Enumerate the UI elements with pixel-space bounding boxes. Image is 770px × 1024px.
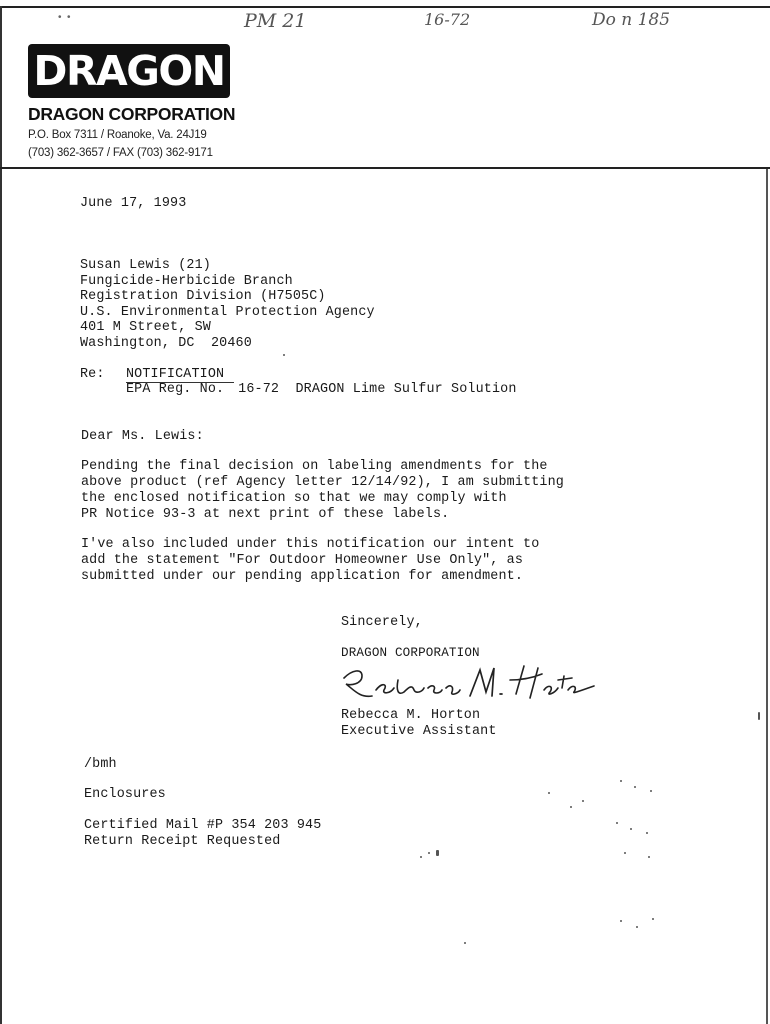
- scan-speck: [428, 852, 430, 854]
- scan-speck: [624, 852, 626, 854]
- logo-text: DRAGON: [33, 47, 225, 95]
- recipient-line: Fungicide-Herbicide Branch: [80, 274, 293, 289]
- paragraph-1-line: the enclosed notification so that we may comply with: [81, 491, 507, 506]
- company-address: P.O. Box 7311 / Roanoke, Va. 24J19: [28, 129, 207, 141]
- enclosures-note: Enclosures: [84, 787, 166, 802]
- scan-speck: [648, 856, 650, 858]
- scan-speck: [758, 712, 760, 720]
- mail-line: Return Receipt Requested: [84, 834, 281, 849]
- scan-speck: [620, 920, 622, 922]
- paragraph-1-line: above product (ref Agency letter 12/14/92), I am submitting: [81, 475, 564, 490]
- signer-name: Rebecca M. Horton: [341, 708, 481, 723]
- handwritten-note-3: Do n 185: [592, 10, 671, 30]
- header-dots: • •: [58, 12, 71, 23]
- right-border: [766, 168, 768, 1024]
- re-reg-label: EPA Reg. No.: [126, 382, 225, 397]
- signature-image: [332, 660, 602, 710]
- paragraph-2-line: submitted under our pending application for amendment.: [81, 569, 524, 584]
- signer-title: Executive Assistant: [341, 724, 497, 739]
- letter-date: June 17, 1993: [80, 196, 187, 211]
- company-phone: (703) 362-3657 / FAX (703) 362-9171: [28, 147, 213, 159]
- recipient-line: 401 M Street, SW: [80, 320, 211, 335]
- paragraph-2-line: I've also included under this notification our intent to: [81, 537, 540, 552]
- dragon-logo: [28, 44, 230, 98]
- handwritten-note-1: PM 21: [244, 10, 307, 32]
- scan-speck: [630, 828, 632, 830]
- recipient-line: Washington, DC 20460: [80, 336, 252, 351]
- salutation: Dear Ms. Lewis:: [81, 429, 204, 444]
- mail-line: Certified Mail #P 354 203 945: [84, 818, 322, 833]
- scan-speck: [634, 786, 636, 788]
- handwritten-note-2: 16-72: [424, 10, 471, 29]
- scan-speck: [650, 790, 652, 792]
- closing: Sincerely,: [341, 615, 423, 630]
- letterhead-rule: [0, 167, 770, 169]
- scan-speck: [436, 850, 439, 856]
- scan-speck: [636, 926, 638, 928]
- scan-speck: [570, 806, 572, 808]
- scan-speck: [548, 792, 550, 794]
- re-reg-product: 16-72 DRAGON Lime Sulfur Solution: [230, 382, 517, 397]
- paragraph-1-line: PR Notice 93-3 at next print of these labels.: [81, 507, 450, 522]
- re-notification: NOTIFICATION: [126, 367, 225, 382]
- scan-speck: [582, 800, 584, 802]
- scan-speck: [620, 780, 622, 782]
- scan-speck: [283, 354, 285, 356]
- company-name: DRAGON CORPORATION: [28, 104, 236, 124]
- scan-speck: [616, 822, 618, 824]
- top-border: [0, 6, 770, 8]
- scan-speck: [420, 856, 422, 858]
- recipient-line: Susan Lewis (21): [80, 258, 211, 273]
- recipient-line: U.S. Environmental Protection Agency: [80, 305, 375, 320]
- re-label: Re:: [80, 367, 105, 382]
- scan-speck: [464, 942, 466, 944]
- recipient-line: Registration Division (H7505C): [80, 289, 326, 304]
- closing-company: DRAGON CORPORATION: [341, 646, 480, 660]
- paragraph-2-line: add the statement "For Outdoor Homeowner Use Only", as: [81, 553, 524, 568]
- left-border: [0, 6, 2, 1024]
- paragraph-1-line: Pending the final decision on labeling amendments for the: [81, 459, 548, 474]
- scan-speck: [646, 832, 648, 834]
- scan-speck: [652, 918, 654, 920]
- typist-initials: /bmh: [84, 757, 117, 772]
